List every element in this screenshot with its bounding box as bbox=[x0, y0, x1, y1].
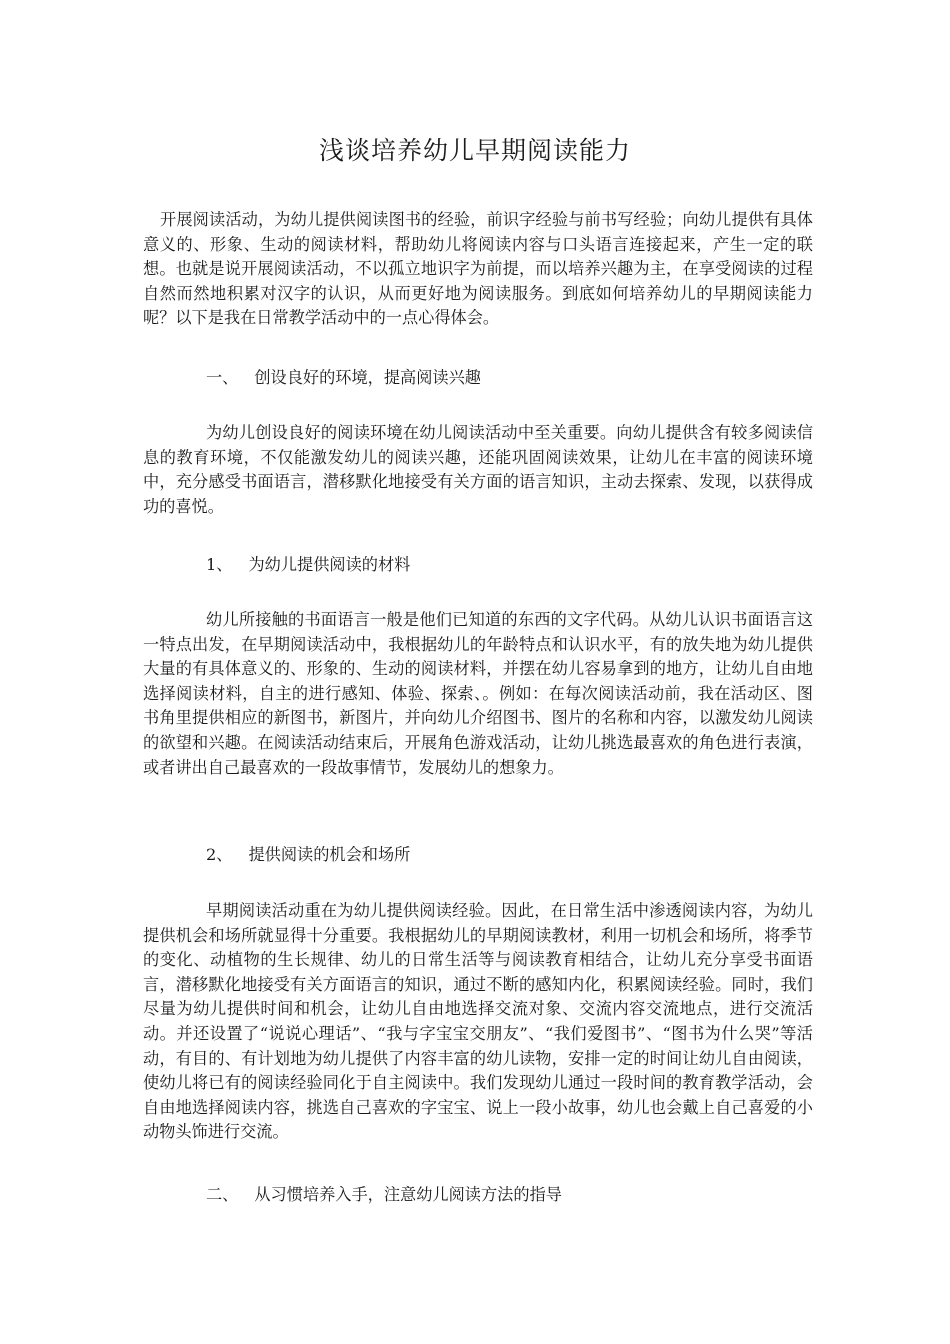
section-1-title: 创设良好的环境，提高阅读兴趣 bbox=[254, 368, 481, 387]
subsection-2-number: 2、 bbox=[206, 845, 233, 864]
section-1-number: 一、 bbox=[206, 368, 239, 387]
subsection-1-number: 1、 bbox=[206, 555, 233, 574]
subsection-1-paragraph: 幼儿所接触的书面语言一般是他们已知道的东西的文字代码。从幼儿认识书面语言这一特点出发，在早期阅读活动中，我根据幼儿的年龄特点和认识水平，有的放失地为幼儿提供大量的有具体意义的、形象的、生动的阅读材料，并摆在幼儿容易拿到的地方，让幼儿自由地选择阅读材料，自主的进行感知、体验、探索、。例如：在每次阅读活动前，我在活动区、图书角里提供相应的新图书，新图片，并向幼儿介绍图书、图片的名称和内容，以激发幼儿阅读的欲望和兴趣。在阅读活动结束后，开展角色游戏活动，让幼儿挑选最喜欢的角色进行表演，或者讲出自己最喜欢的一段故事情节，发展幼儿的想象力。 bbox=[143, 610, 813, 777]
subsection-2-title: 提供阅读的机会和场所 bbox=[248, 845, 411, 864]
subsection-1-heading bbox=[206, 553, 410, 577]
intro-paragraph: 开展阅读活动，为幼儿提供阅读图书的经验，前识字经验与前书写经验；向幼儿提供有具体意义的、形象、生动的阅读材料，帮助幼儿将阅读内容与口头语言连接起来，产生一定的联想。也就是说开展阅读活动，不以孤立地识字为前提，而以培养兴趣为主，在享受阅读的过程自然而然地积累对汉字的认识，从而更好地为阅读服务。到底如何培养幼儿的早期阅读能力呢？以下是我在日常教学活动中的一点心得体会。 bbox=[143, 210, 813, 328]
document-title: 浅谈培养幼儿早期阅读能力 bbox=[318, 136, 631, 165]
section-1-heading bbox=[206, 366, 481, 390]
section-2-title: 从习惯培养入手，注意幼儿阅读方法的指导 bbox=[254, 1185, 562, 1204]
section-1-paragraph: 为幼儿创设良好的阅读环境在幼儿阅读活动中至关重要。向幼儿提供含有较多阅读信息的教育环境，不仅能激发幼儿的阅读兴趣，还能巩固阅读效果，让幼儿在丰富的阅读环境中，充分感受书面语言，潜移默化地接受有关方面的语言知识，主动去探索、发现，以获得成功的喜悦。 bbox=[143, 423, 813, 516]
subsection-2-heading bbox=[206, 843, 410, 867]
section-2-heading bbox=[206, 1183, 562, 1207]
section-2-number: 二、 bbox=[206, 1185, 239, 1204]
subsection-2-paragraph: 早期阅读活动重在为幼儿提供阅读经验。因此，在日常生活中渗透阅读内容，为幼儿提供机会和场所就显得十分重要。我根据幼儿的早期阅读教材，利用一切机会和场所，将季节的变化、动植物的生长规律、幼儿的日常生活等与阅读教育相结合，让幼儿充分享受书面语言，潜移默化地接受有关方面语言的知识，通过不断的感知内化，积累阅读经验。同时，我们尽量为幼儿提供时间和机会，让幼儿自由地选择交流对象、交流内容交流地点，进行交流活动。并还设置了“说说心理话”、“我与字宝宝交朋友”、“我们爱图书”、“图书为什么哭”等活动，有目的、有计划地为幼儿提供了内容丰富的幼儿读物，安排一定的时间让幼儿自由阅读，使幼儿将已有的阅读经验同化于自主阅读中。我们发现幼儿通过一段时间的教育教学活动，会自由地选择阅读内容，挑选自己喜欢的字宝宝、说上一段小故事，幼儿也会戴上自己喜爱的小动物头饰进行交流。 bbox=[143, 901, 813, 1142]
subsection-1-title: 为幼儿提供阅读的材料 bbox=[248, 555, 411, 574]
